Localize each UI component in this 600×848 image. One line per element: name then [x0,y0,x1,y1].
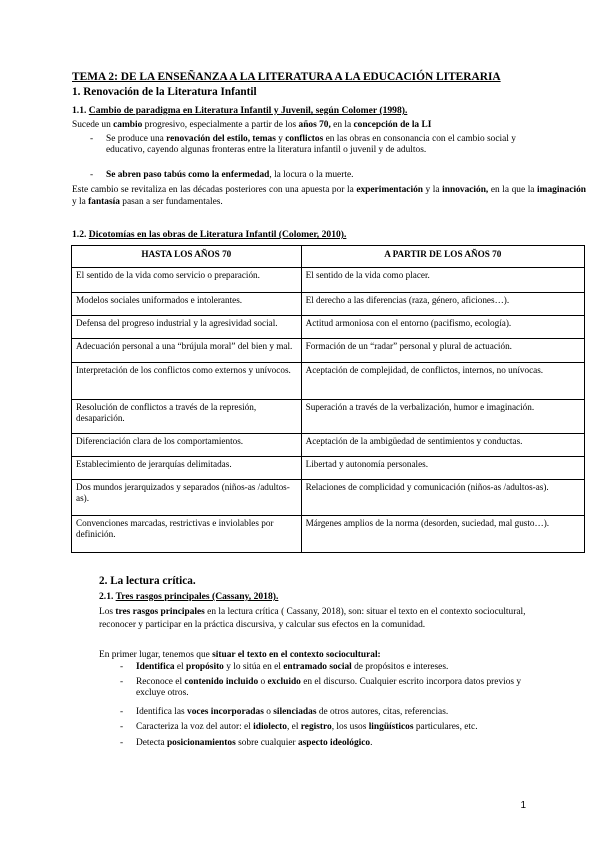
text: Detecta [136,738,167,748]
text: progresivo, especialmente a partir de los [142,120,299,130]
text: en la [330,120,354,130]
table-cell: El derecho a las diferencias (raza, género, aficiones…). [301,293,584,316]
text: , el [286,722,301,732]
text: en la lectura crítica ( Cassany, 2018), son: situar el texto en el contexto sociocultural, reconocer y participar en la práctica discursiva, y calcular sus efectos en la comunidad. [99,607,526,630]
dash-bullet: - [120,707,124,717]
bold-text: excluido [267,677,301,687]
subsection-1-2-heading [72,229,346,240]
bold-text: Identifica [136,662,175,672]
bold-text: aspecto ideológico [297,738,371,748]
text: , los usos [331,722,369,732]
text: y la [72,197,89,207]
table-header-row [72,246,585,268]
bullet-tabus [90,170,530,181]
table-cell: Diferenciación clara de los comportamientos. [72,434,302,457]
table-cell: Dos mundos jerarquizados y separados (niños-as /adultos-as). [72,480,302,516]
page-number: 1 [520,800,526,811]
text: en la que la [488,185,538,195]
section-2-heading: 2. La lectura crítica. [99,575,196,587]
text: o [263,707,274,717]
bold-text: fantasía [88,197,120,207]
bold-text: entramado social [283,662,352,672]
text: Sucede un [72,120,114,130]
table-cell: El sentido de la vida como servicio o preparación. [72,268,302,293]
subsection-number: 2.1. [99,591,116,602]
text: particulares, etc. [413,722,478,732]
bold-text: Se abren paso tabús como la enfermedad [106,170,270,180]
dash-bullet: - [120,662,124,672]
text: en las obras en consonancia con el cambio social y educativo, cayendo algunas fronteras entre la literatura infantil o juvenil y de adultos. [106,134,516,156]
subsection-number: 1.2. [72,229,89,240]
bold-text: propósito [186,662,224,672]
bold-text: silenciadas [273,707,317,717]
intro-paragraph [72,119,592,131]
bold-text: registro [300,722,332,732]
table-row [72,363,585,400]
list-item [120,738,536,749]
table-row [72,293,585,316]
subsection-title: Dicotomías en las obras de Literatura Infantil (Colomer, 2010). [88,229,347,240]
text: en el discurso. Cualquier escrito incorpora datos previos y excluye otros. [136,677,522,699]
text: Se produce una [106,134,167,144]
subsection-1-1-heading [72,105,407,116]
bold-text: cambio [113,120,143,130]
text: Identifica las [136,707,188,717]
subsection-2-1-heading [99,591,278,602]
dash-bullet: - [120,722,124,732]
table-row [72,516,585,553]
dash-bullet: - [90,134,94,144]
text: y lo sitúa en el [223,662,284,672]
bold-text: contenido incluido [184,677,259,687]
document-title: TEMA 2: DE LA ENSEÑANZA A LA LITERATURA A LA EDUCACIÓN LITERARIA [72,71,501,83]
table-cell: Formación de un “radar” personal y plural de actuación. [301,339,584,363]
table-cell: Actitud armoniosa con el entorno (pacifismo, ecología). [301,316,584,339]
list-item [120,722,536,733]
bold-text: renovación del estilo, temas [166,134,276,144]
text: Los [99,607,116,617]
bold-text: innovación, [442,185,489,195]
table-row [72,316,585,339]
table-cell: Superación a través de la verbalización, humor e imaginación. [301,400,584,434]
table-cell: Adecuación personal a una “brújula moral” del bien y mal. [72,339,302,363]
text: pasan a ser fundamentales. [119,197,223,207]
table-row [72,339,585,363]
table-row [72,400,585,434]
bold-text: conflictos [285,134,324,144]
bold-text: posicionamientos [166,738,236,748]
text: En primer lugar, tenemos que [99,650,213,660]
table-cell: Relaciones de complicidad y comunicación (niños-as /adultos-as). [301,480,584,516]
subsection-title: Cambio de paradigma en Literatura Infantil y Juvenil, según Colomer (1998). [88,105,408,116]
bold-text: concepción de la LI [353,120,432,130]
bold-text: voces incorporadas [187,707,264,717]
text: o [258,677,268,687]
text: y la [422,185,443,195]
table-cell: Aceptación de complejidad, de conflictos, internos, no unívocas. [301,363,584,400]
list-item [120,707,536,718]
text: Reconoce el [136,677,185,687]
text: sobre cualquier [235,738,298,748]
text: el [174,662,187,672]
column-header: HASTA LOS AÑOS 70 [72,246,302,268]
text: . [370,738,373,748]
section-1-heading: 1. Renovación de la Literatura Infantil [72,86,257,98]
bold-text: idiolecto [253,722,287,732]
table-cell: Aceptación de la ambigüedad de sentimientos y conductas. [301,434,584,457]
table-cell: Márgenes amplios de la norma (desorden, suciedad, mal gusto…). [301,516,584,553]
dichotomy-table [71,245,585,553]
subsection-number: 1.1. [72,105,89,116]
table-cell: El sentido de la vida como placer. [301,268,584,293]
dash-bullet: - [90,170,94,180]
table-cell: Interpretación de los conflictos como externos y unívocos. [72,363,302,400]
rasgos-paragraph [99,606,539,632]
text: de otros autores, citas, referencias. [316,707,449,717]
table-row [72,434,585,457]
dash-bullet: - [120,738,124,748]
bold-text: años 70, [298,120,331,130]
text: Este cambio se revitaliza en las décadas posteriores con una apuesta por la [72,185,357,195]
subsection-title: Tres rasgos principales (Cassany, 2018). [115,591,279,602]
list-item [120,677,536,700]
table-row [72,457,585,480]
text: Caracteriza la voz del autor: el [136,722,254,732]
bold-text: lingüísticos [368,722,414,732]
bold-text: imaginación [537,185,586,195]
table-cell: Modelos sociales uniformados e intolerantes. [72,293,302,316]
table-cell: Resolución de conflictos a través de la represión, desaparición. [72,400,302,434]
table-cell: Libertad y autonomía personales. [301,457,584,480]
list-item [120,662,536,673]
table-row [72,480,585,516]
table-row [72,268,585,293]
bullet-renovacion [90,134,530,157]
column-header: A PARTIR DE LOS AÑOS 70 [301,246,584,268]
revitaliza-paragraph [72,184,586,208]
table-cell: Defensa del progreso industrial y la agresividad social. [72,316,302,339]
dash-bullet: - [120,677,124,687]
bold-text: tres rasgos principales [115,607,205,617]
primer-lugar-paragraph [99,649,539,661]
text: y [275,134,286,144]
bold-text: experimentación [356,185,423,195]
text: de propósitos e intereses. [351,662,449,672]
bold-text: situar el texto en el contexto sociocultural: [212,650,381,660]
table-cell: Convenciones marcadas, restrictivas e inviolables por definición. [72,516,302,553]
table-cell: Establecimiento de jerarquías delimitadas. [72,457,302,480]
text: , la locura o la muerte. [269,170,354,180]
